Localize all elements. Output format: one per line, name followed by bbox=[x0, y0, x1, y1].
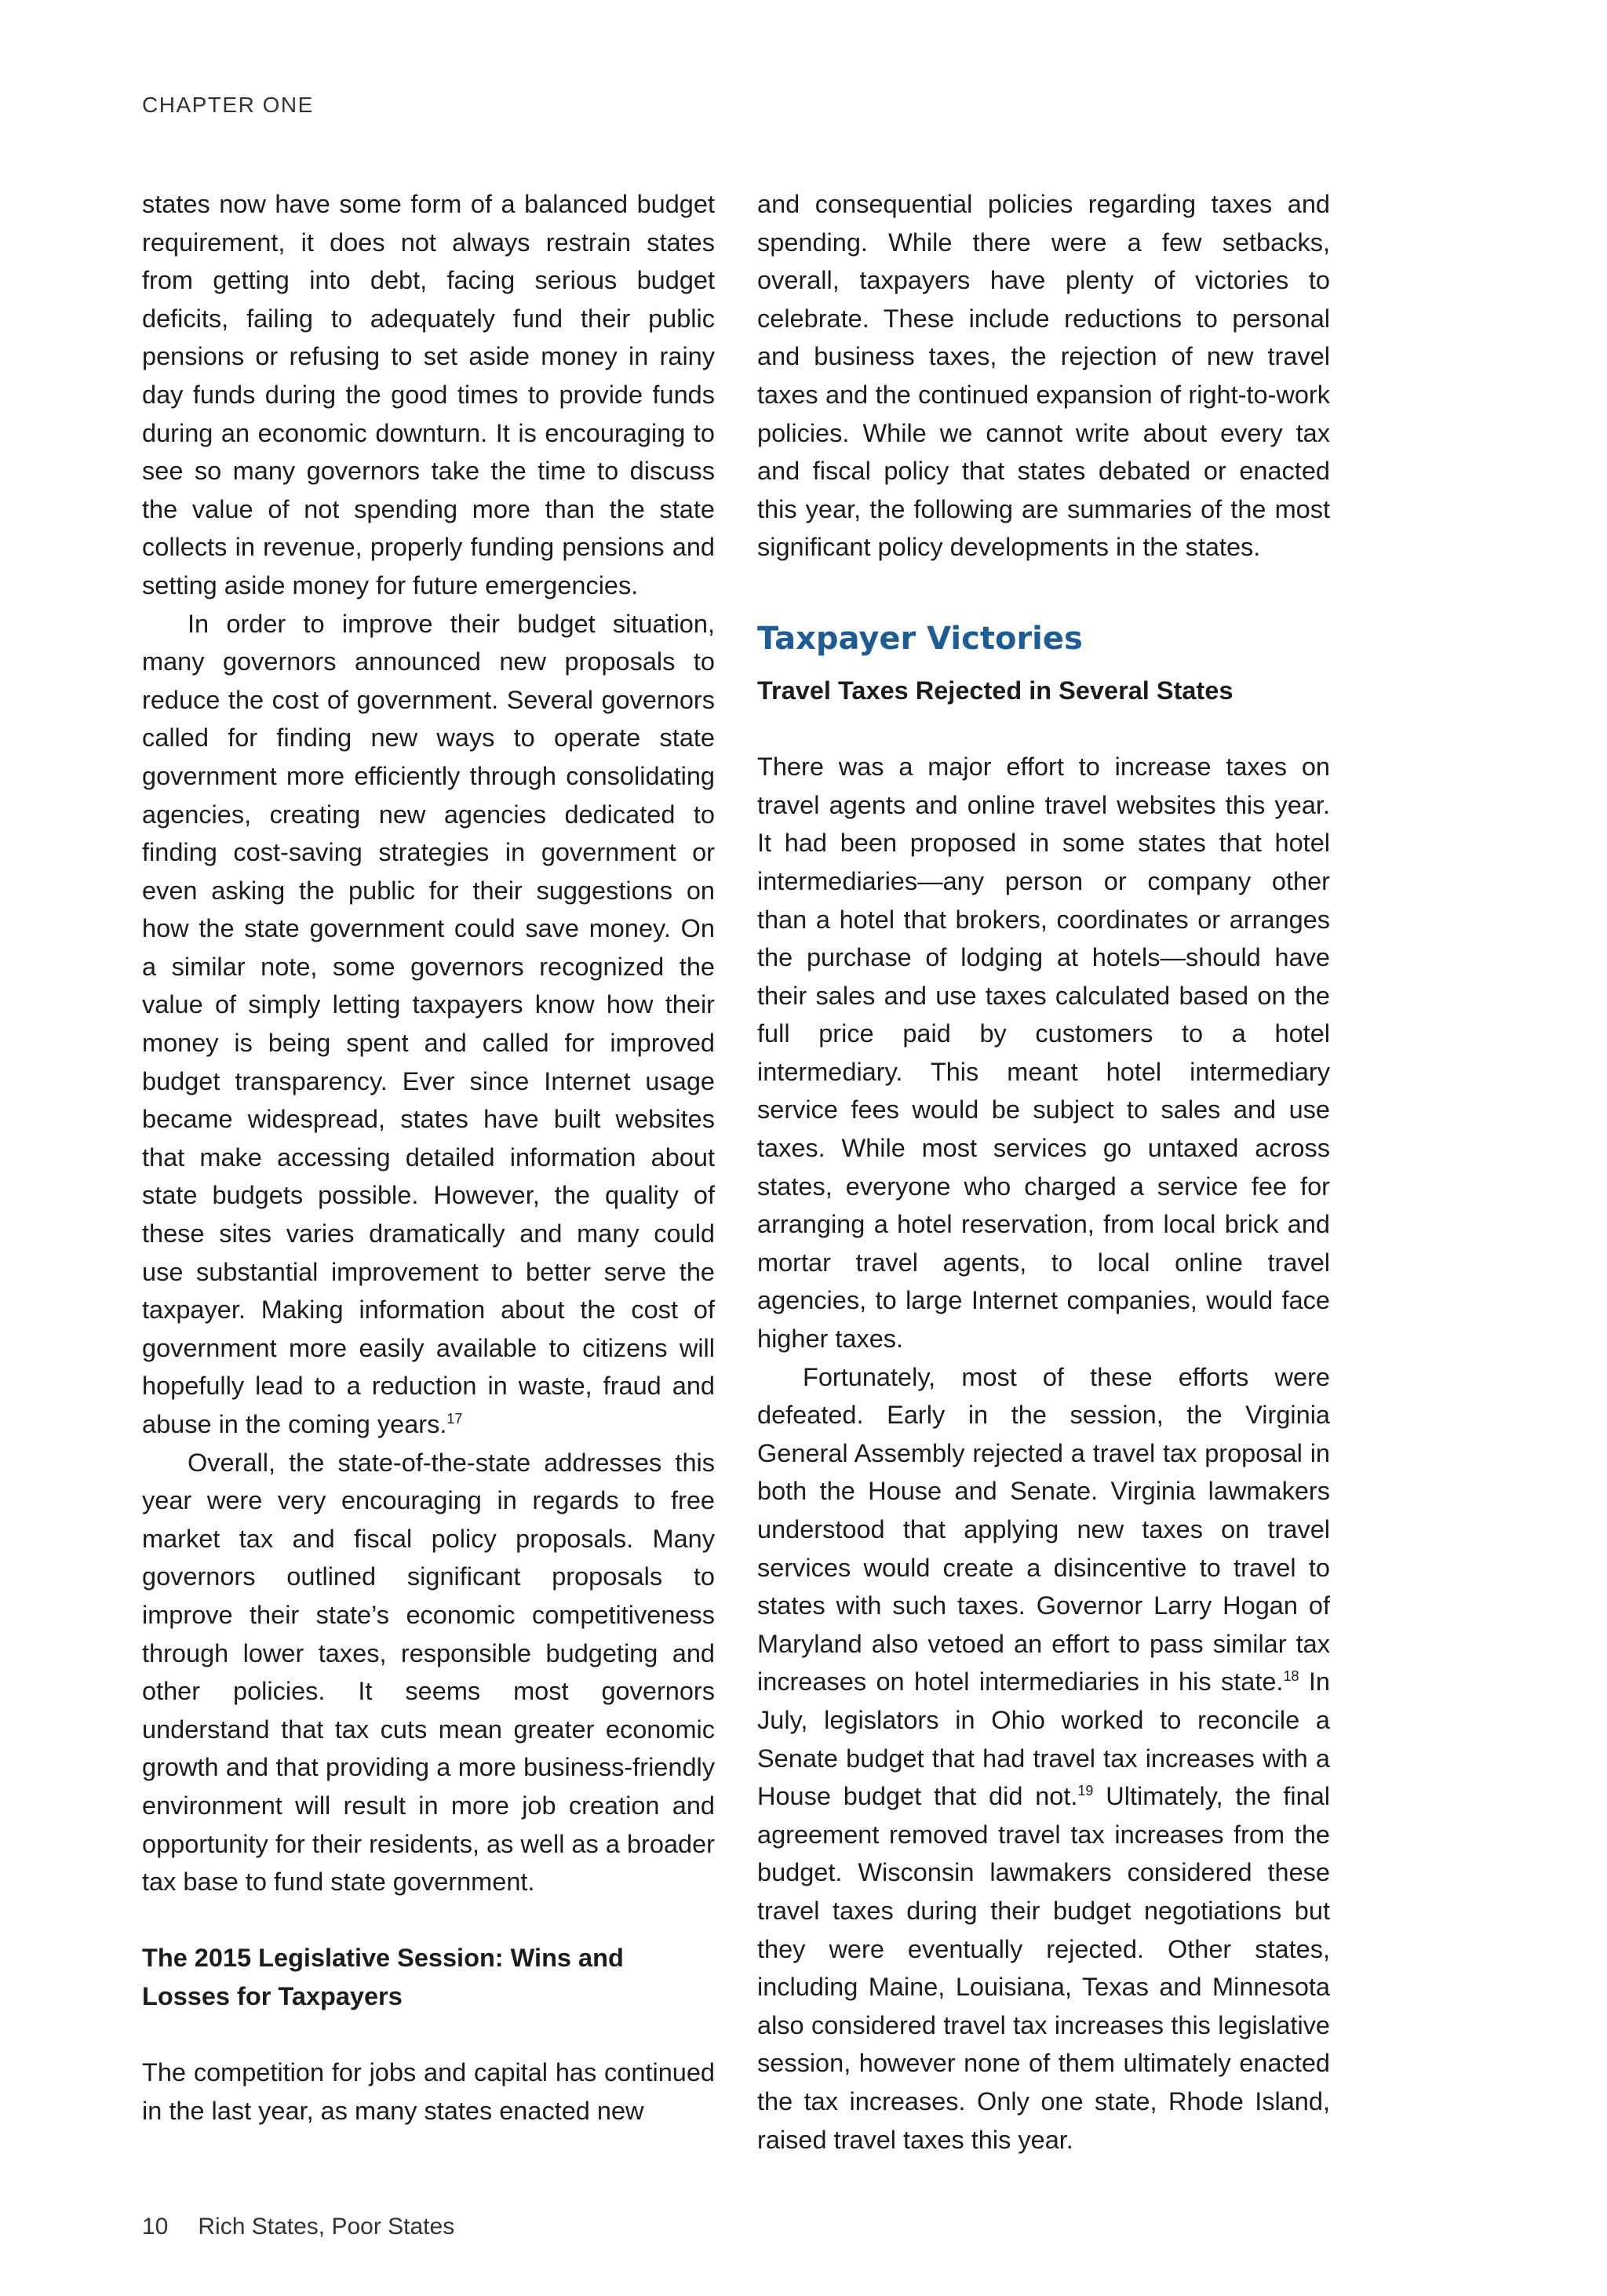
paragraph-text: Ultimately, the final agreement removed travel tax increases from the budget. Wisconsin lawmakers considered these travel taxes during their budget negotiations but they were eventually rejected. Other states, including Maine, Louisiana, Texas and Minnesota also considered travel tax increases this legislative session, however none of them ultimately enacted the tax increases. Only one state, Rhode Island, raised travel taxes this year. bbox=[757, 1782, 1330, 2154]
paragraph-text: In July, legislators in Ohio worked to reconcile a Senate budget that had travel tax increases with a House budget that did not. bbox=[757, 1667, 1330, 1811]
publication-title: Rich States, Poor States bbox=[198, 2214, 455, 2240]
paragraph-text: In order to improve their budget situation, many governors announced new proposals to reduce the cost of government. Several governors called for finding new ways to operate state government more efficiently through consolidating agencies, creating new agencies dedicated to finding cost-saving strategies in government or even asking the public for their suggestions on how the state government could save money. On a similar note, some governors recognized the value of simply letting taxpayers know how their money is being spent and called for improved budget transparency. Ever since Internet usage became widespread, states have built websites that make accessing detailed information about state budgets possible. However, the quality of these sites varies dramatically and many could use substantial improvement to better serve the taxpayer. Making information about the cost of government more easily available to citizens will hopefully lead to a reduction in waste, fraud and abuse in the coming years. bbox=[142, 609, 715, 1438]
footnote-ref: 19 bbox=[1077, 1783, 1094, 1799]
section-title: Taxpayer Victories bbox=[757, 620, 1083, 657]
paragraph: and consequential policies regarding taxes and spending. While there were a few setbacks, overall, taxpayers have plenty of victories to celebrate. These include reductions to personal and business taxes, the rejection of new travel taxes and the continued expansion of right-to-work policies. While we cannot write about every tax and fiscal policy that states debated or enacted this year, the following are summaries of the most significant policy developments in the states. bbox=[757, 190, 1330, 562]
paragraph: The competition for jobs and capital has continued in the last year, as many states enacted new bbox=[142, 2058, 715, 2125]
footnote-ref: 17 bbox=[446, 1411, 463, 1427]
page-footer bbox=[142, 2214, 454, 2240]
footnote-ref: 18 bbox=[1283, 1668, 1299, 1685]
paragraph: states now have some form of a balanced budget requirement, it does not always restrain states from getting into debt, facing serious budget deficits, failing to adequately fund their public pensions or refusing to set aside money in rainy day funds during the good times to provide funds during an economic downturn. It is encouraging to see so many governors take the time to discuss the value of not spending more than the state collects in revenue, properly funding pensions and setting aside money for future emergencies. bbox=[142, 190, 715, 600]
paragraph bbox=[142, 605, 715, 1444]
paragraph: There was a major effort to increase taxes on travel agents and online travel websites this year. It had been proposed in some states that hotel intermediaries—any person or company other than a hotel that brokers, coordinates or arranges the purchase of lodging at hotels—should have their sales and use taxes calculated based on the full price paid by customers to a hotel intermediary. This meant hotel intermediary service fees would be subject to sales and use taxes. While most services go untaxed across states, everyone who charged a service fee for arranging a hotel reservation, from local brick and mortar travel agents, to local online travel agencies, to large Internet companies, would face higher taxes. bbox=[757, 753, 1330, 1354]
paragraph: Overall, the state-of-the-state addresses this year were very encouraging in regards to free market tax and fiscal policy proposals. Many governors outlined significant proposals to improve their state’s economic competitiveness through lower taxes, responsible budgeting and other policies. It seems most governors understand that tax cuts mean greater economic growth and that providing a more business-friendly environment will result in more job creation and opportunity for their residents, as well as a broader tax base to fund state government. bbox=[142, 1448, 715, 1897]
left-column bbox=[142, 185, 715, 2130]
paragraph bbox=[757, 1358, 1330, 2159]
paragraph-text: Fortunately, most of these efforts were defeated. Early in the session, the Virginia General Assembly rejected a travel tax proposal in both the House and Senate. Virginia lawmakers understood that applying new taxes on travel services would create a disincentive to travel to states with such taxes. Governor Larry Hogan of Maryland also vetoed an effort to pass similar tax increases on hotel intermediaries in his state. bbox=[757, 1362, 1330, 1696]
subheading: The 2015 Legislative Session: Wins and Losses for Taxpayers bbox=[142, 1944, 624, 2010]
chapter-running-head: CHAPTER ONE bbox=[142, 93, 314, 117]
subheading: Travel Taxes Rejected in Several States bbox=[757, 676, 1233, 705]
right-column bbox=[757, 185, 1330, 2159]
page-number: 10 bbox=[142, 2214, 169, 2240]
